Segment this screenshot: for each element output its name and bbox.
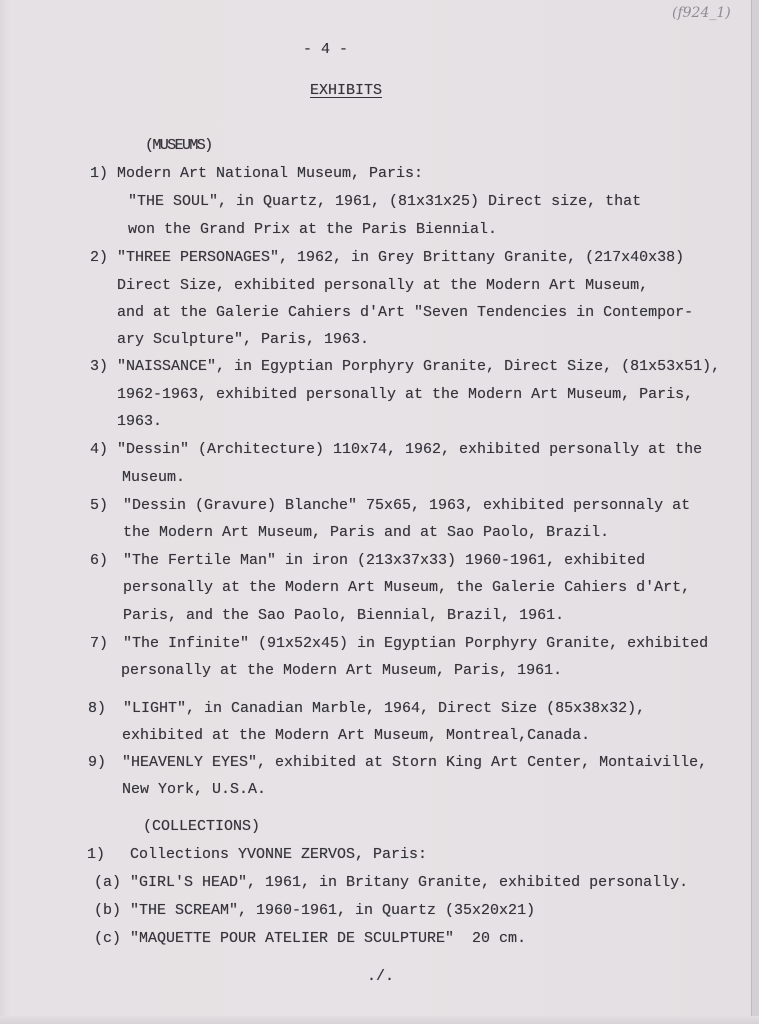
handwritten-reference: (f924_1): [672, 5, 731, 21]
item-number: 1): [87, 846, 106, 863]
section-heading-museums: (MUSEUMS): [145, 137, 212, 154]
work-line: "MAQUETTE POUR ATELIER DE SCULPTURE" 20 cm.: [130, 930, 527, 947]
item-number: 5): [90, 497, 109, 514]
work-label: (c): [94, 930, 122, 947]
item-line: Collections YVONNE ZERVOS, Paris:: [130, 846, 428, 863]
item-line: won the Grand Prix at the Paris Biennial.: [128, 221, 498, 238]
paper-edge-bottom: [0, 1016, 759, 1024]
item-number: 9): [88, 754, 107, 771]
work-line: "THE SCREAM", 1960-1961, in Quartz (35x20x21): [130, 902, 536, 919]
item-line: 1962-1963, exhibited personally at the Modern Art Museum, Paris,: [117, 386, 694, 403]
item-line: "THREE PERSONAGES", 1962, in Grey Brittany Granite, (217x40x38): [117, 249, 685, 266]
item-line: "NAISSANCE", in Egyptian Porphyry Granite, Direct Size, (81x53x51),: [117, 358, 721, 375]
work-line: "GIRL'S HEAD", 1961, in Britany Granite, exhibited personally.: [130, 874, 689, 891]
item-line: Modern Art National Museum, Paris:: [117, 165, 424, 182]
paper-edge-right: [751, 0, 759, 1024]
page-title: EXHIBITS: [310, 82, 383, 99]
item-number: 8): [88, 700, 107, 717]
page-number: - 4 -: [303, 41, 349, 58]
work-label: (b): [94, 902, 122, 919]
item-line: New York, U.S.A.: [122, 781, 267, 798]
item-line: personally at the Modern Art Museum, the Galerie Cahiers d'Art,: [123, 579, 691, 596]
item-line: personally at the Modern Art Museum, Paris, 1961.: [121, 662, 563, 679]
item-line: "Dessin" (Architecture) 110x74, 1962, exhibited personally at the: [117, 441, 703, 458]
item-line: Paris, and the Sao Paolo, Biennial, Brazil, 1961.: [123, 607, 565, 624]
item-line: and at the Galerie Cahiers d'Art "Seven Tendencies in Contempor-: [117, 304, 694, 321]
item-line: Museum.: [122, 469, 186, 486]
work-label: (a): [94, 874, 122, 891]
item-line: "THE SOUL", in Quartz, 1961, (81x31x25) Direct size, that: [128, 193, 642, 210]
item-number: 3): [90, 358, 109, 375]
item-number: 4): [90, 441, 109, 458]
item-line: "LIGHT", in Canadian Marble, 1964, Direct Size (85x38x32),: [123, 700, 646, 717]
item-number: 7): [90, 635, 109, 652]
item-line: "The Infinite" (91x52x45) in Egyptian Porphyry Granite, exhibited: [123, 635, 709, 652]
item-line: exhibited at the Modern Art Museum, Montreal,Canada.: [122, 727, 591, 744]
item-line: 1963.: [117, 413, 163, 430]
item-line: Direct Size, exhibited personally at the Modern Art Museum,: [117, 277, 649, 294]
item-number: 6): [90, 552, 109, 569]
item-line: "The Fertile Man" in iron (213x37x33) 1960-1961, exhibited: [123, 552, 646, 569]
item-number: 2): [90, 249, 109, 266]
section-heading-collections: (COLLECTIONS): [143, 818, 261, 835]
item-number: 1): [90, 165, 109, 182]
item-line: ary Sculpture", Paris, 1963.: [117, 331, 370, 348]
item-line: the Modern Art Museum, Paris and at Sao Paolo, Brazil.: [123, 524, 610, 541]
item-line: "HEAVENLY EYES", exhibited at Storn King Art Center, Montaiville,: [122, 754, 708, 771]
item-line: "Dessin (Gravure) Blanche" 75x65, 1963, exhibited personnaly at: [123, 497, 691, 514]
continuation-mark: ./.: [367, 968, 395, 985]
